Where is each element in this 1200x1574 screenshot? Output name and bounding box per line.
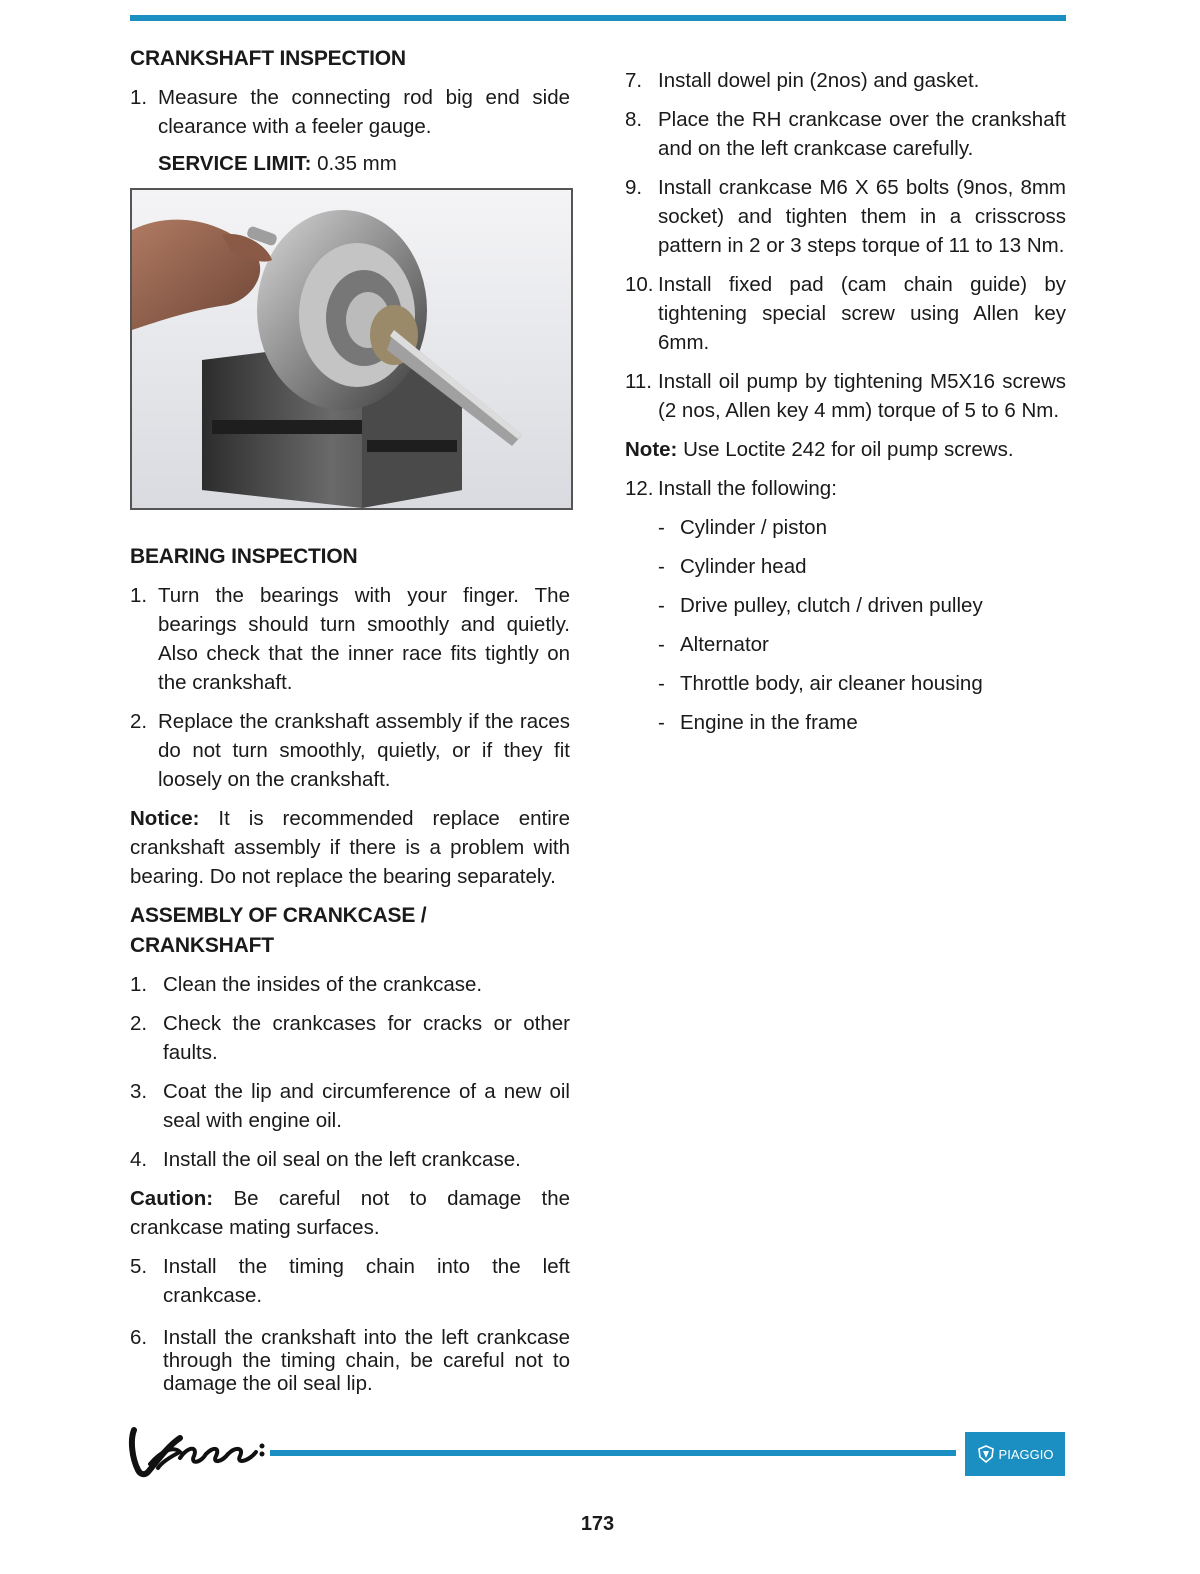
note-text: Use Loctite 242 for oil pump screws. xyxy=(677,438,1014,461)
step-text: Turn the bearings with your finger. The bearings should turn smoothly and quietly. Also check that the inner race fits tightly on the crankshaft. xyxy=(158,584,570,694)
install-list-text: Cylinder / piston xyxy=(680,516,827,539)
notice-paragraph xyxy=(130,804,570,891)
list-item xyxy=(625,270,1066,357)
vespa-script-icon xyxy=(128,1424,268,1482)
list-item xyxy=(130,707,570,794)
install-list-text: Engine in the frame xyxy=(680,711,858,734)
service-limit xyxy=(158,149,570,178)
dash-bullet: - xyxy=(658,711,665,734)
step-text: Install dowel pin (2nos) and gasket. xyxy=(658,69,980,92)
install-list-text: Alternator xyxy=(680,633,769,656)
install-list-item xyxy=(658,591,1066,620)
step-text: Place the RH crankcase over the crankshaft and on the left crankcase carefully. xyxy=(658,108,1066,160)
notice-text: It is recommended replace entire crankshaft assembly if there is a problem with bearing. Do not replace the bearing separately. xyxy=(130,807,570,888)
list-item xyxy=(130,970,570,999)
list-item xyxy=(625,66,1066,95)
step-number: 12. xyxy=(625,477,654,500)
footer-accent-rule xyxy=(270,1450,956,1456)
step-text: Check the crankcases for cracks or other faults. xyxy=(163,1012,570,1064)
install-list-text: Throttle body, air cleaner housing xyxy=(680,672,983,695)
step-text: Install the timing chain into the left crankcase. xyxy=(163,1255,570,1307)
step-text: Install the crankshaft into the left crankcase through the timing chain, be careful not to damage the oil seal lip. xyxy=(163,1326,570,1395)
step-number: 7. xyxy=(625,69,643,92)
step-text: Replace the crankshaft assembly if the races do not turn smoothly, quietly, or if they fit loosely on the crankshaft. xyxy=(158,710,570,791)
step-text: Clean the insides of the crankcase. xyxy=(163,973,483,996)
list-item xyxy=(130,83,570,141)
note-label: Note: xyxy=(625,438,678,461)
step-number: 4. xyxy=(130,1148,148,1171)
step-number: 1. xyxy=(130,86,148,109)
page-number: 173 xyxy=(580,1513,615,1535)
right-column xyxy=(625,66,1066,747)
step-text: Install oil pump by tightening M5X16 screws (2 nos, Allen key 4 mm) torque of 5 to 6 Nm. xyxy=(658,370,1066,422)
step-number: 11. xyxy=(625,370,652,393)
crankshaft-photo-illustration xyxy=(132,190,571,508)
list-item xyxy=(130,1252,570,1310)
step-text: Measure the connecting rod big end side clearance with a feeler gauge. xyxy=(158,86,570,138)
step-number: 2. xyxy=(130,1012,148,1035)
list-item xyxy=(130,1077,570,1135)
piaggio-shield-icon xyxy=(977,1445,995,1463)
assembly-heading-line-2: CRANKSHAFT xyxy=(130,934,274,957)
list-item xyxy=(625,367,1066,425)
install-list-item xyxy=(658,513,1066,542)
install-list-item xyxy=(658,708,1066,737)
piaggio-badge xyxy=(965,1432,1065,1476)
list-item xyxy=(130,581,570,697)
vespa-logo xyxy=(128,1424,268,1487)
bearing-inspection-heading: BEARING INSPECTION xyxy=(130,545,358,568)
notice-label: Notice: xyxy=(130,807,200,830)
list-item xyxy=(130,1145,570,1174)
assembly-heading xyxy=(130,901,570,961)
install-list-text: Cylinder head xyxy=(680,555,807,578)
list-item xyxy=(625,173,1066,260)
step-number: 2. xyxy=(130,710,148,733)
install-list-item xyxy=(658,630,1066,659)
caution-text: Be careful not to damage the crankcase mating surfaces. xyxy=(130,1187,570,1239)
caution-label: Caution: xyxy=(130,1187,214,1210)
install-list-item xyxy=(658,552,1066,581)
step-number: 1. xyxy=(130,973,148,996)
caution-paragraph xyxy=(130,1184,570,1242)
step-number: 3. xyxy=(130,1080,148,1103)
dash-bullet: - xyxy=(658,555,665,578)
list-item xyxy=(130,1326,570,1395)
step-text: Coat the lip and circumference of a new oil seal with engine oil. xyxy=(163,1080,570,1132)
crankshaft-feeler-gauge-photo xyxy=(130,188,573,510)
step-number: 8. xyxy=(625,108,643,131)
note-paragraph xyxy=(625,435,1066,464)
service-limit-label: SERVICE LIMIT: xyxy=(158,152,312,175)
step-number: 10. xyxy=(625,273,654,296)
left-column xyxy=(130,44,570,1405)
step-number: 9. xyxy=(625,176,643,199)
crankshaft-inspection-heading: CRANKSHAFT INSPECTION xyxy=(130,47,406,70)
install-list-item xyxy=(658,669,1066,698)
step-number: 1. xyxy=(130,584,148,607)
step-text: Install crankcase M6 X 65 bolts (9nos, 8mm socket) and tighten them in a crisscross pattern in 2 or 3 steps torque of 11 to 13 Nm. xyxy=(658,176,1066,257)
dash-bullet: - xyxy=(658,594,665,617)
dash-bullet: - xyxy=(658,633,665,656)
piaggio-badge-text: PIAGGIO xyxy=(998,1446,1054,1462)
step-number: 5. xyxy=(130,1255,148,1278)
step-text: Install fixed pad (cam chain guide) by tightening special screw using Allen key 6mm. xyxy=(658,273,1066,354)
dash-bullet: - xyxy=(658,672,665,695)
step-text: Install the oil seal on the left crankcase. xyxy=(163,1148,521,1171)
service-limit-value: 0.35 mm xyxy=(311,152,397,175)
assembly-heading-line-1: ASSEMBLY OF CRANKCASE / xyxy=(130,904,427,927)
top-accent-rule xyxy=(130,15,1066,21)
list-item xyxy=(625,105,1066,163)
list-item xyxy=(130,1009,570,1067)
list-item xyxy=(625,474,1066,503)
step-text: Install the following: xyxy=(658,477,837,500)
step-number: 6. xyxy=(130,1326,148,1349)
dash-bullet: - xyxy=(658,516,665,539)
install-list-text: Drive pulley, clutch / driven pulley xyxy=(680,594,983,617)
